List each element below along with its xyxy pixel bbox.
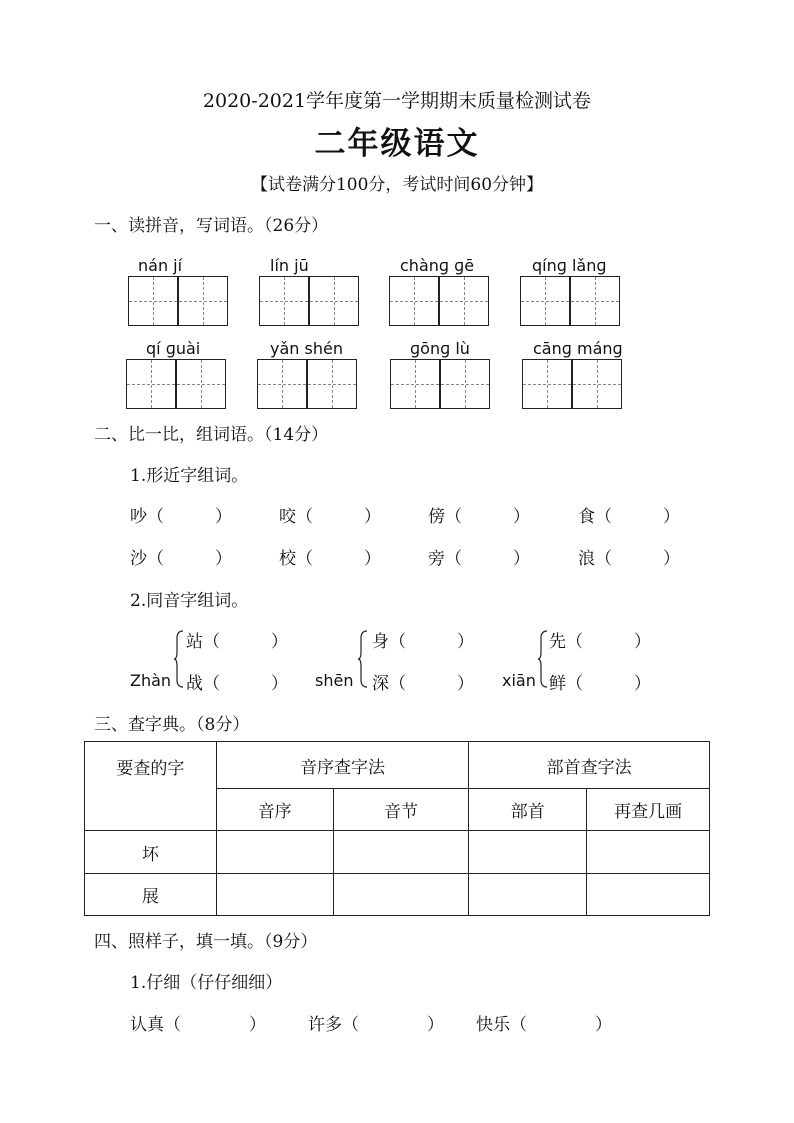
reduplication-fill-item[interactable]: 快乐（ ） [476,1015,612,1035]
homophone-fill-item[interactable]: 战（ ） [186,674,288,694]
pinyin-label: ɡōnɡ lù [410,339,470,358]
header-radical-method: 部首查字法 [469,742,710,789]
char-fill-item[interactable]: 浪（ ） [578,549,680,569]
homophone-fill-item[interactable]: 鲜（ ） [549,674,651,694]
char-fill-item[interactable]: 吵（ ） [130,507,232,527]
writing-box[interactable] [307,359,357,409]
writing-box[interactable] [520,276,570,326]
homophone-fill-item[interactable]: 身（ ） [372,632,474,652]
answer-cell[interactable] [587,874,710,916]
brace-icon [358,630,368,688]
answer-cell[interactable] [333,874,469,916]
answer-cell[interactable] [216,831,333,874]
pinyin-label: qínɡ lǎnɡ [532,256,607,275]
writing-box[interactable] [572,359,622,409]
answer-cell[interactable] [587,831,710,874]
homophone-fill-item[interactable]: 站（ ） [186,632,288,652]
writing-box[interactable] [259,276,309,326]
brace-icon [174,630,184,688]
char-fill-item[interactable]: 校（ ） [279,549,381,569]
table-row [85,874,710,916]
homophone-fill-item[interactable]: 深（ ） [372,674,474,694]
page-title: 二年级语文 [314,126,480,162]
writing-box[interactable] [309,276,359,326]
pinyin-label: lín jū [270,256,309,275]
pinyin-label: nán jí [138,256,183,275]
writing-box[interactable] [126,359,176,409]
writing-box[interactable] [257,359,307,409]
brace-icon [538,630,548,688]
sub-question-label: 1.仔细（仔仔细细） [130,973,283,993]
char-fill-item[interactable]: 咬（ ） [279,507,381,527]
writing-box[interactable] [522,359,572,409]
section4-heading: 四、照样子，填一填。（9分） [94,932,318,952]
header-radical: 部首 [469,789,587,831]
sub-question-label: 1.形近字组词。 [130,466,249,486]
table-row [85,831,710,874]
writing-box[interactable] [439,276,489,326]
homophone-pinyin: Zhàn [130,671,172,690]
char-fill-item[interactable]: 沙（ ） [130,549,232,569]
table-char-cell: 坏 [85,831,217,874]
section1-heading: 一、读拼音，写词语。（26分） [94,216,329,236]
answer-cell[interactable] [469,831,587,874]
exam-subtitle: 2020-2021学年度第一学期期末质量检测试卷 [202,90,592,112]
pinyin-label: cānɡ mánɡ [533,339,623,358]
header-char-to-look-up: 要查的字 [85,742,217,831]
homophone-pinyin: shēn [315,671,354,690]
exam-note: 【试卷满分100分，考试时间60分钟】 [250,175,544,195]
writing-box[interactable] [176,359,226,409]
writing-box[interactable] [570,276,620,326]
reduplication-fill-item[interactable]: 许多（ ） [308,1015,444,1035]
writing-box[interactable] [178,276,228,326]
answer-cell[interactable] [333,831,469,874]
header-phonetic-method: 音序查字法 [216,742,469,789]
sub-question-label: 2.同音字组词。 [130,591,249,611]
table-char-cell: 展 [85,874,217,916]
header-initial-letter: 音序 [216,789,333,831]
header-remaining-strokes: 再查几画 [587,789,710,831]
writing-box[interactable] [389,276,439,326]
homophone-fill-item[interactable]: 先（ ） [549,632,651,652]
writing-box[interactable] [128,276,178,326]
answer-cell[interactable] [216,874,333,916]
pinyin-label: chànɡ ɡē [400,256,475,275]
char-fill-item[interactable]: 食（ ） [578,507,680,527]
homophone-pinyin: xiān [502,671,536,690]
writing-box[interactable] [440,359,490,409]
writing-box[interactable] [390,359,440,409]
dictionary-table [84,741,710,916]
pinyin-label: qí ɡuài [146,339,201,358]
section2-heading: 二、比一比，组词语。（14分） [94,425,329,445]
header-syllable: 音节 [333,789,469,831]
char-fill-item[interactable]: 旁（ ） [428,549,530,569]
section3-heading: 三、查字典。（8分） [94,715,250,735]
answer-cell[interactable] [469,874,587,916]
reduplication-fill-item[interactable]: 认真（ ） [130,1015,266,1035]
pinyin-label: yǎn shén [270,339,343,358]
char-fill-item[interactable]: 傍（ ） [428,507,530,527]
